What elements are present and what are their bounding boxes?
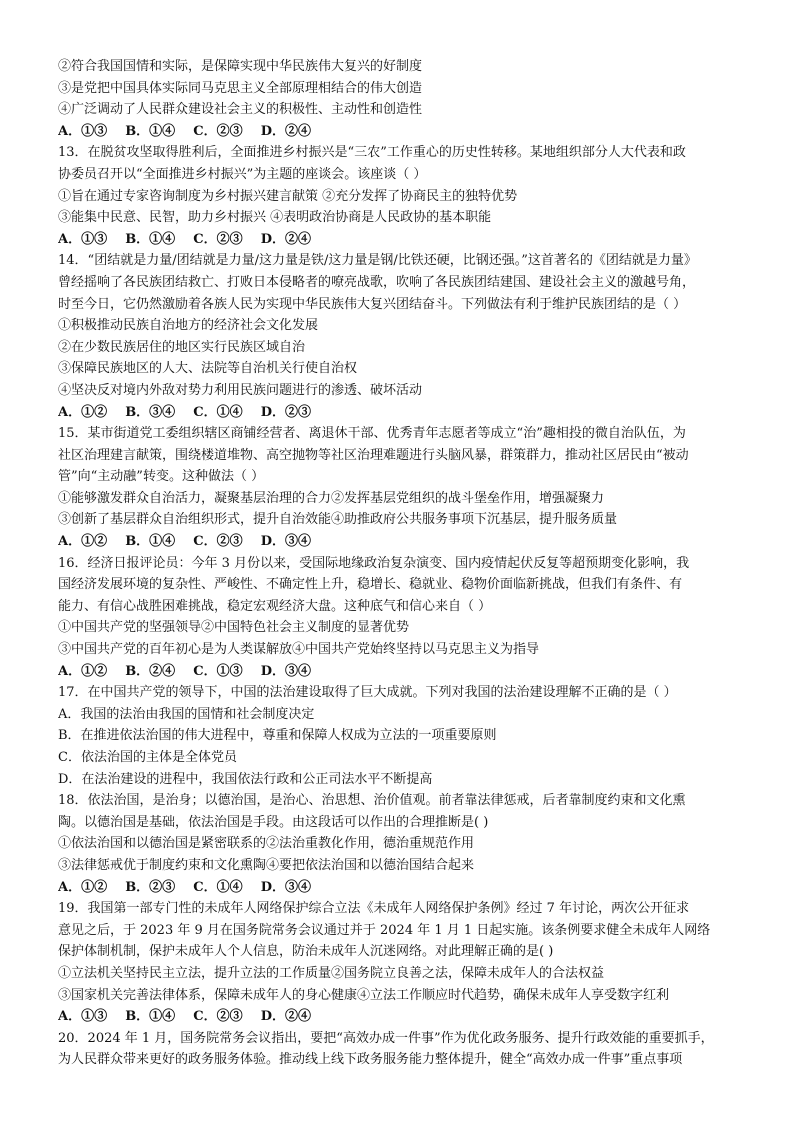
q14-item-1: ①积极推动民族自治地方的经济社会文化发展 (58, 318, 319, 334)
q16-stem-line: 能力、有信心战胜困难挑战，稳定宏观经济大盘。这种底气和信心来自（ ） (58, 598, 492, 614)
q18-stem-line: 陶。以德治国是基础，依法治国是手段。由这段话可以作出的合理推断是( ) (58, 814, 489, 830)
q12-item-2: ②符合我国国情和实际，是保障实现中华民族伟大复兴的好制度 (58, 59, 423, 74)
q20-stem-line: 20．2024 年 1 月，国务院常务会议指出，要把“高效办成一件事”作为优化政务服务、提升行政效能的重要抓手， (58, 1030, 714, 1046)
q16-items-line: ①中国共产党的坚强领导②中国特色社会主义制度的显著优势 (58, 620, 410, 636)
q13-items-line: ①旨在通过专家咨询制度为乡村振兴建言献策 ②充分发挥了协商民主的独特优势 (58, 188, 518, 204)
q15-items-line: ①能够激发群众自治活力，凝聚基层治理的合力②发挥基层党组织的战斗堡垒作用，增强凝聚力 (58, 490, 605, 506)
q14-stem-line: 14．“团结就是力量/团结就是力量/这力量是铁/这力量是钢/比铁还硬，比钢还强。”这首著名的《团结就是力量》 (58, 253, 697, 269)
q15-options: A．①② B．①④ C．②③ D．③④ (58, 534, 312, 550)
q16-options: A．①② B．②④ C．①③ D．③④ (58, 663, 312, 679)
q15-stem-line: 管”向“主动融”转变。这种做法（ ） (58, 469, 265, 485)
q17-choice-d: D．在法治建设的进程中，我国依法行政和公正司法水平不断提高 (58, 771, 433, 787)
q19-stem-line: 19．我国第一部专门性的未成年人网络保护综合立法《未成年人网络保护条例》经过 7 年讨论，两次公开征求 (58, 901, 690, 917)
question-12-tail (58, 56, 748, 142)
q14-item-4: ④坚决反对境内外敌对势力利用民族问题进行的渗透、破坏活动 (58, 382, 423, 398)
q19-stem-line: 意见之后，于 2023 年 9 月在国务院常务会议通过并于 2024 年 1 月 1 日起实施。该条例要求健全未成年人网络 (58, 922, 711, 938)
q18-stem-line: 18．依法治国，是治身；以德治国，是治心、治思想、治价值观。前者靠法律惩戒，后者靠制度约束和文化熏 (58, 793, 686, 809)
q16-stem-line: 16．经济日报评论员：今年 3 月份以来，受国际地缘政治复杂演变、国内疫情起伏反复等超预期变化影响，我 (58, 555, 690, 571)
q18-options: A．①② B．②③ C．①④ D．③④ (58, 879, 312, 895)
q15-stem-line: 15．某市街道党工委组织辖区商铺经营者、离退休干部、优秀青年志愿者等成立“治”趣相投的微自治队伍，为 (58, 426, 686, 442)
q17-choice-c: C．依法治国的主体是全体党员 (58, 750, 237, 765)
question-17 (58, 682, 748, 790)
q16-stem-line: 国经济发展环境的复杂性、严峻性、不确定性上升，稳增长、稳就业、稳物价面临新挑战，但我们有条件、有 (58, 577, 683, 593)
q17-stem-line: 17．在中国共产党的领导下，中国的法治建设取得了巨大成就。下列对我国的法治建设理解不正确的是（ ） (58, 685, 677, 701)
q12-item-4: ④广泛调动了人民群众建设社会主义的积极性、主动性和创造性 (58, 102, 423, 118)
q13-options: A．①③ B．①④ C．②③ D．②④ (58, 231, 312, 247)
q18-items-line: ③法律惩戒优于制度约束和文化熏陶④要把依法治国和以德治国结合起来 (58, 857, 475, 873)
question-14 (58, 250, 748, 423)
question-20 (58, 1028, 748, 1071)
question-16 (58, 553, 748, 683)
q14-item-3: ③保障民族地区的人大、法院等自治机关行使自治权 (58, 361, 358, 377)
q18-items-line: ①依法治国和以德治国是紧密联系的②法治重教化作用，德治重规范作用 (58, 836, 475, 852)
q13-stem-line: 13．在脱贫攻坚取得胜利后，全面推进乡村振兴是“三农”工作重心的历史性转移。某地组织部分人大代表和政 (58, 145, 686, 161)
q12-item-3: ③是党把中国具体实际同马克思主义全部原理相结合的伟大创造 (58, 80, 423, 96)
q14-item-2: ②在少数民族居住的地区实行民族区域自治 (58, 339, 306, 355)
q14-stem-line: 时至今日，它仍然激励着各族人民为实现中华民族伟大复兴团结奋斗。下列做法有利于维护民族团结的是（ ） (58, 296, 687, 312)
question-13 (58, 142, 748, 250)
q16-items-line: ③中国共产党的百年初心是为人类谋解放④中国共产党始终坚持以马克思主义为指导 (58, 642, 540, 658)
q14-options: A．①② B．③④ C．①④ D．②③ (58, 404, 312, 420)
q19-items-line: ③国家机关完善法律体系，保障未成年人的身心健康④立法工作顺应时代趋势，确保未成年人享受数字红利 (58, 987, 670, 1003)
q19-options: A．①③ B．①④ C．②③ D．②④ (58, 1009, 312, 1025)
q13-stem-line: 协委员召开以“全面推进乡村振兴”为主题的座谈会。该座谈（ ） (58, 166, 427, 182)
q15-stem-line: 社区治理建言献策，围绕楼道堆物、高空抛物等社区治理难题进行头脑风暴，群策群力，推动社区居民由“被动 (58, 447, 689, 463)
q12-options: A．①③ B．①④ C．②③ D．②④ (58, 123, 312, 139)
q17-choice-a: A．我国的法治由我国的国情和社会制度决定 (58, 706, 315, 722)
exam-page (58, 56, 748, 1071)
q17-choice-b: B．在推进依法治国的伟大进程中，尊重和保障人权成为立法的一项重要原则 (58, 728, 497, 744)
q20-stem-line: 为人民群众带来更好的政务服务体验。推动线上线下政务服务能力整体提升，健全“高效办成一件事”重点事项 (58, 1052, 683, 1068)
question-18 (58, 790, 748, 898)
q15-items-line: ③创新了基层群众自治组织形式，提升自治效能④助推政府公共服务事项下沉基层，提升服务质量 (58, 512, 618, 528)
q19-items-line: ①立法机关坚持民主立法，提升立法的工作质量②国务院立良善之法，保障未成年人的合法权益 (58, 965, 605, 981)
question-19 (58, 898, 748, 1028)
q19-stem-line: 保护体制机制，保护未成年人个人信息，防治未成年人沉迷网络。对此理解正确的是( ) (58, 944, 554, 960)
q14-stem-line: 曾经摇响了各民族团结救亡、打败日本侵略者的嘹亮战歌，吹响了各民族团结建国、建设社会主义的激越号角， (58, 274, 696, 290)
question-15 (58, 423, 748, 553)
q13-items-line: ③能集中民意、民智，助力乡村振兴 ④表明政治协商是人民政协的基本职能 (58, 210, 492, 226)
